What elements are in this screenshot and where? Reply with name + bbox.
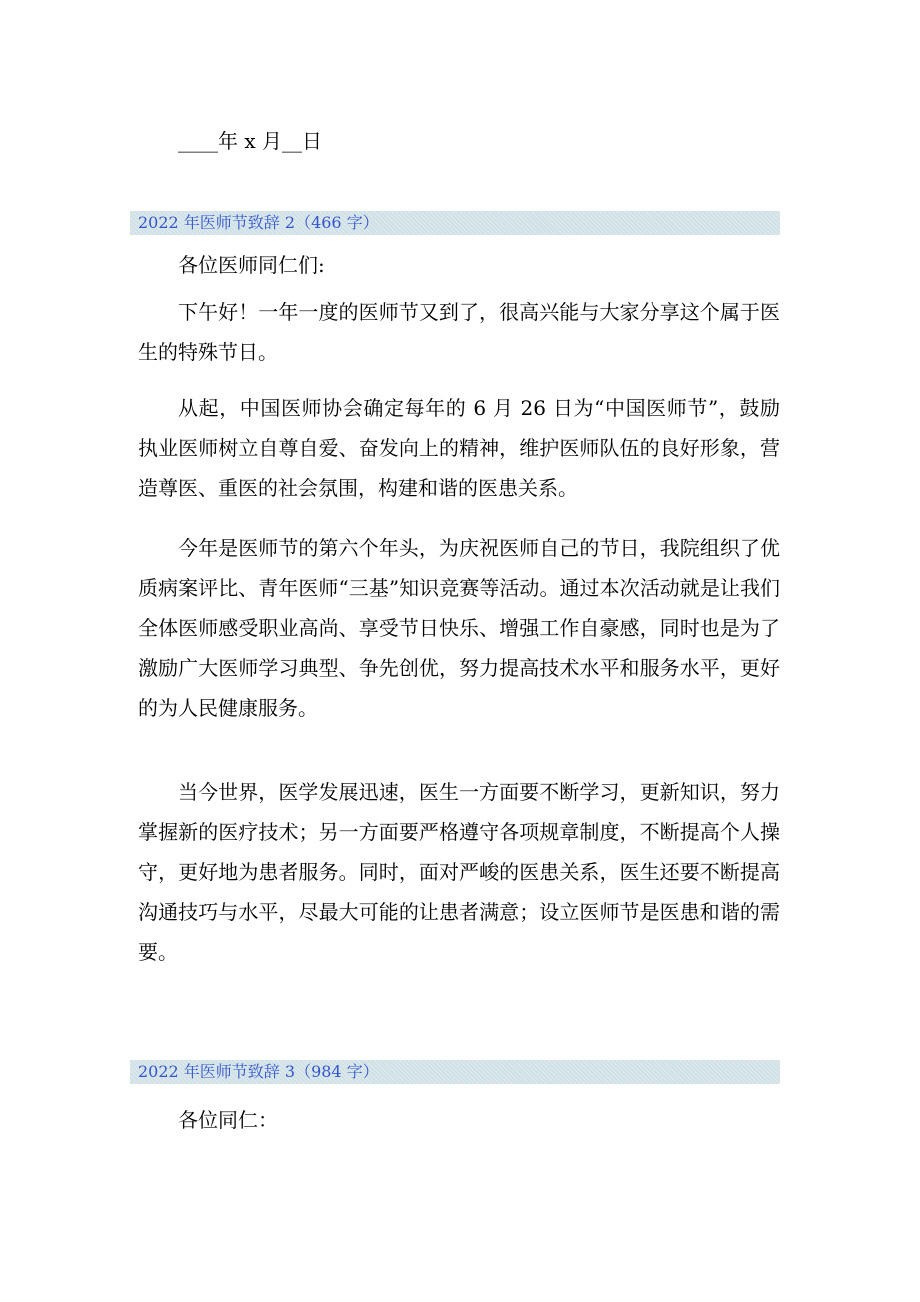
section-heading-3: 2022 年医师节致辞 3（984 字） xyxy=(130,1060,780,1084)
body-paragraph: 当今世界，医学发展迅速，医生一方面要不断学习，更新知识，努力掌握新的医疗技术；另一方面要严格遵守各项规章制度，不断提高个人操守，更好地为患者服务。同时，面对严峻的医患关系，医生还要不断提高沟通技巧与水平，尽最大可能的让患者满意；设立医师节是医患和谐的需要。 xyxy=(138,780,780,964)
salutation-3: 各位同仁： xyxy=(178,1108,278,1132)
date-line: ____年 x 月__日 xyxy=(178,129,322,153)
salutation-2: 各位医师同仁们: xyxy=(178,253,325,277)
section-heading-2: 2022 年医师节致辞 2（466 字） xyxy=(130,211,780,235)
body-paragraph: 从起，中国医师协会确定每年的 6 月 26 日为“中国医师节”，鼓励执业医师树立自尊自爱、奋发向上的精神，维护医师队伍的良好形象，营造尊医、重医的社会氛围，构建和谐的医患关系。 xyxy=(138,396,780,500)
body-paragraph: 下午好！一年一度的医师节又到了，很高兴能与大家分享这个属于医生的特殊节日。 xyxy=(138,300,780,364)
body-paragraph: 今年是医师节的第六个年头，为庆祝医师自己的节日，我院组织了优质病案评比、青年医师“三基”知识竞赛等活动。通过本次活动就是让我们全体医师感受职业高尚、享受节日快乐、增强工作自豪感，同时也是为了激励广大医师学习典型、争先创优，努力提高技术水平和服务水平，更好的为人民健康服务。 xyxy=(138,536,780,720)
